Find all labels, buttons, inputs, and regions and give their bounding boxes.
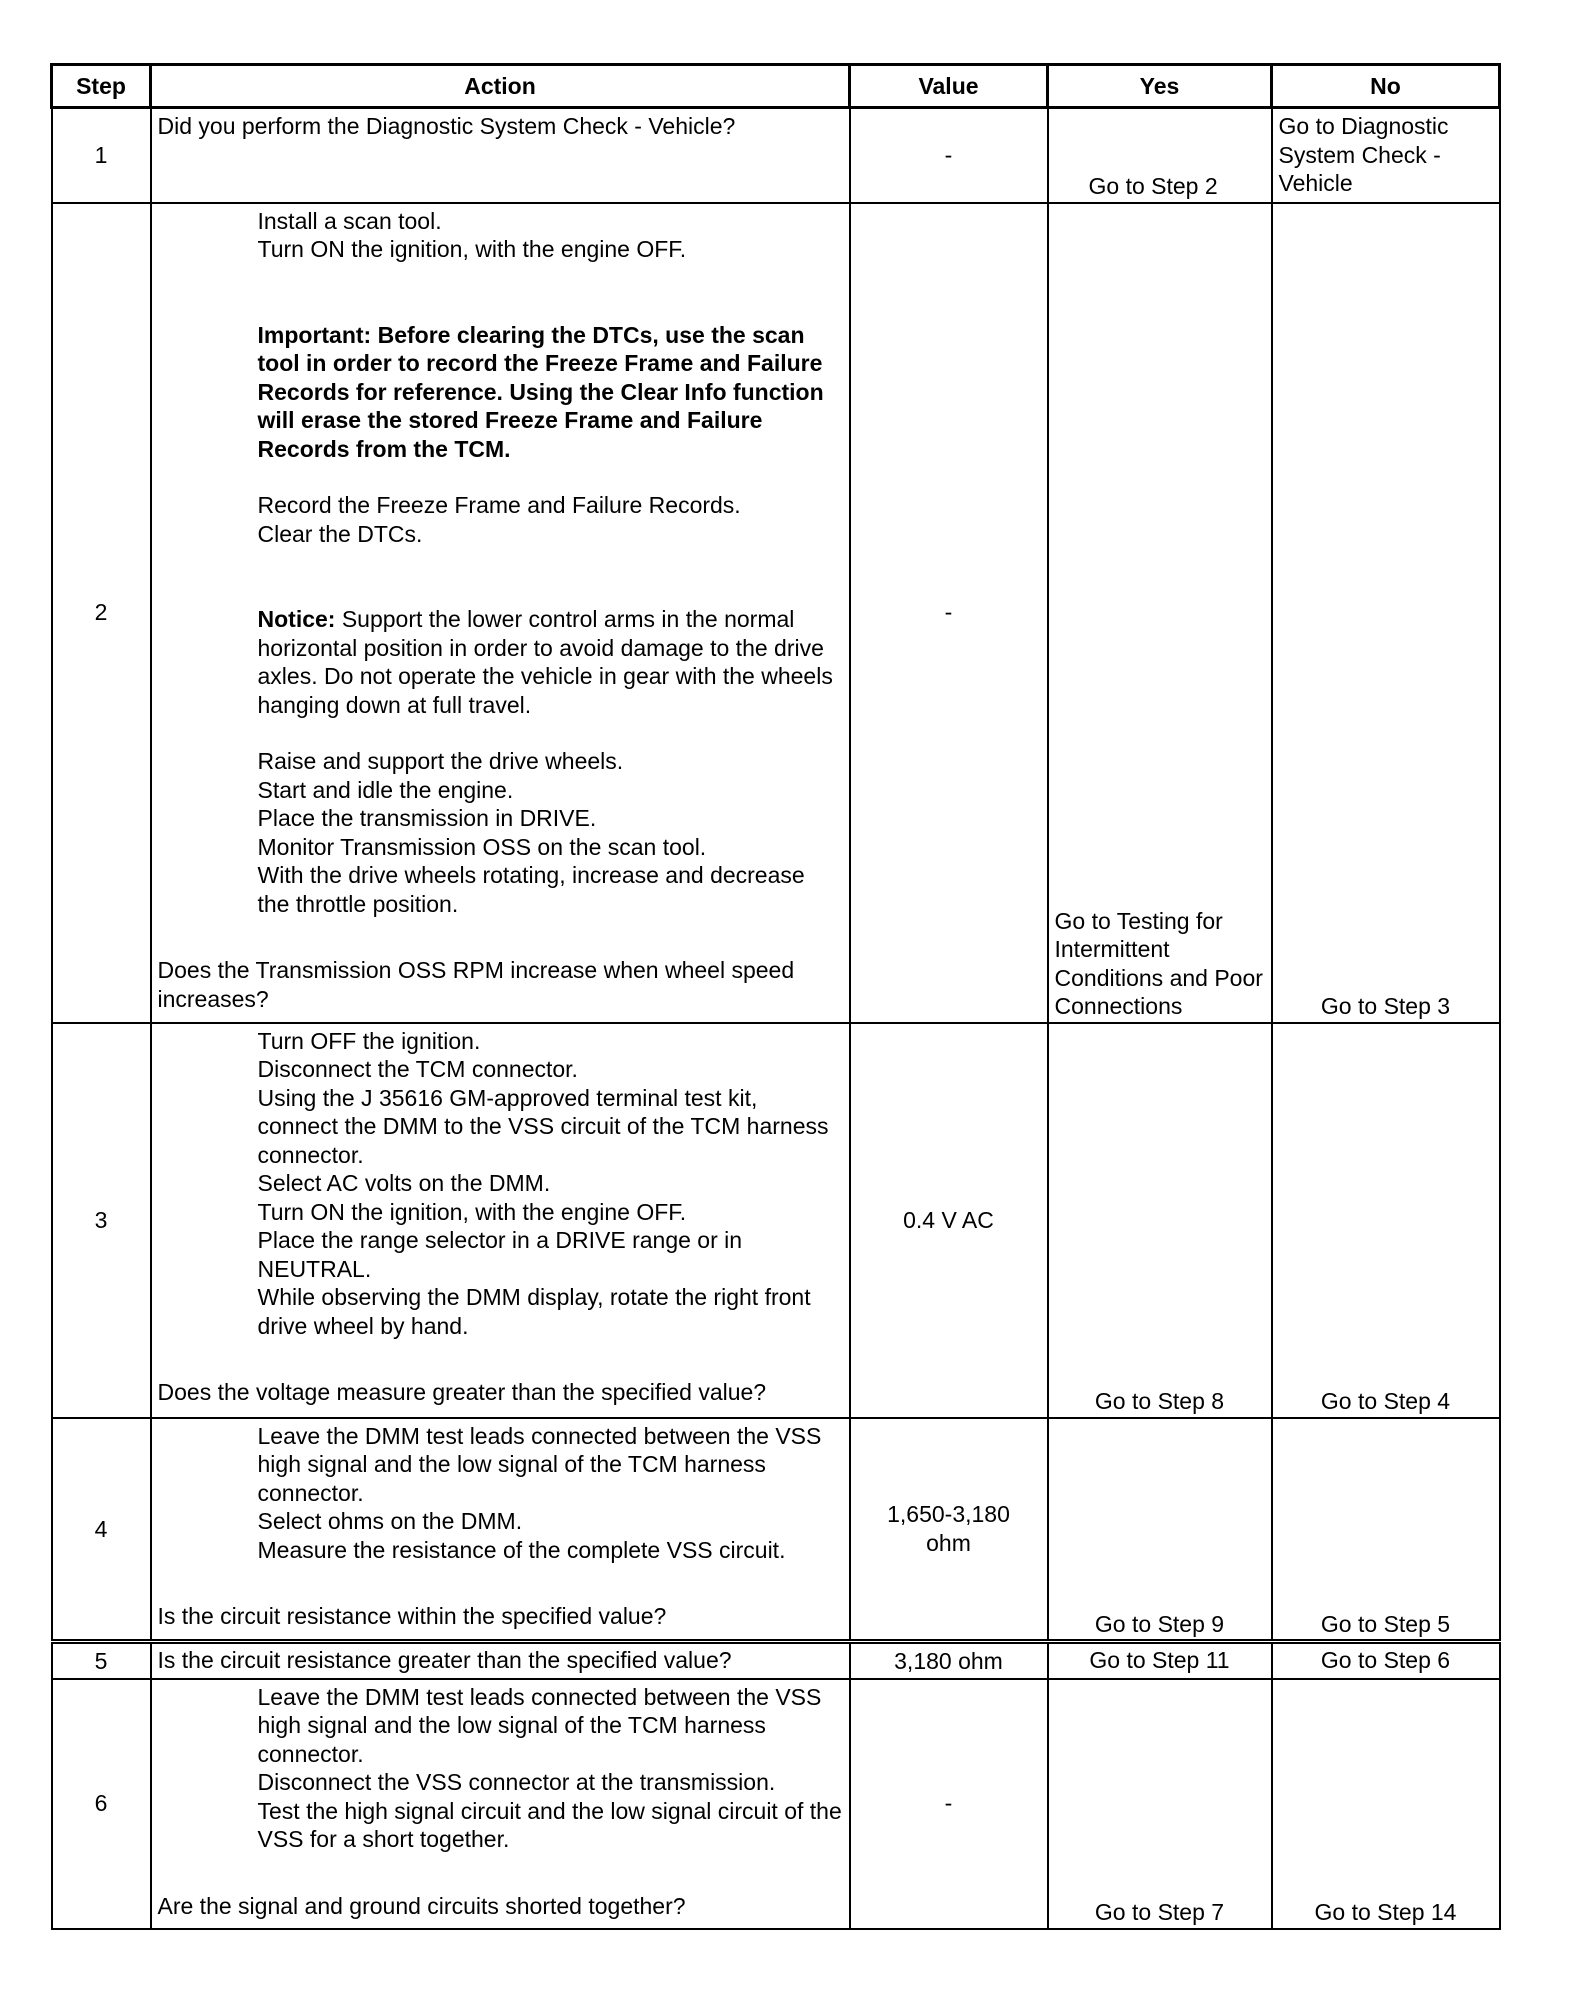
- action-instruction: Using the J 35616 GM-approved terminal test kit, connect the DMM to the VSS circuit of the TCM harness connector.: [257, 1084, 829, 1168]
- action-question: Is the circuit resistance within the specified value?: [157, 1603, 667, 1629]
- step-number: 1: [52, 108, 151, 203]
- step-number: 4: [52, 1418, 151, 1642]
- action-instruction: Install a scan tool.: [257, 207, 442, 234]
- value-cell: 1,650-3,180 ohm: [850, 1418, 1048, 1642]
- no-link[interactable]: Go to Step 5: [1320, 1610, 1451, 1637]
- yes-cell: [1048, 203, 1272, 1023]
- table-row-step-6: [52, 1679, 1500, 1929]
- notice-label: Notice:: [257, 606, 336, 632]
- no-link[interactable]: Go to Step 4: [1320, 1388, 1451, 1414]
- action-cell: [151, 1023, 850, 1418]
- no-cell: [1272, 203, 1500, 1023]
- action-instruction: Record the Freeze Frame and Failure Records.: [257, 492, 741, 518]
- no-cell: [1272, 1418, 1500, 1642]
- action-question: Does the voltage measure greater than the specified value?: [157, 1379, 767, 1405]
- value-cell: -: [850, 108, 1048, 203]
- action-instruction: Place the range selector in a DRIVE range or in NEUTRAL.: [257, 1227, 743, 1282]
- yes-link[interactable]: Go to Step 11: [1089, 1647, 1230, 1673]
- yes-cell: [1048, 1642, 1272, 1679]
- action-instruction: Test the high signal circuit and the low signal circuit of the VSS for a short together.: [257, 1797, 842, 1852]
- step-number: 5: [52, 1642, 151, 1679]
- yes-link[interactable]: Go to Step 7: [1094, 1899, 1225, 1925]
- action-cell: [151, 203, 850, 1023]
- action-cell: [151, 1679, 850, 1929]
- no-link[interactable]: Go to Step 3: [1320, 993, 1451, 1019]
- action-cell: [151, 1642, 850, 1679]
- header-yes: Yes: [1048, 65, 1272, 108]
- value-cell: -: [850, 203, 1048, 1023]
- action-instruction: Clear the DTCs.: [257, 520, 423, 547]
- action-instruction: Raise and support the drive wheels.: [257, 748, 624, 774]
- notice-note: [158, 605, 843, 719]
- action-instruction: Turn ON the ignition, with the engine OFF.: [257, 236, 687, 262]
- action-instruction: Place the transmission in DRIVE.: [257, 805, 597, 831]
- action-instruction: While observing the DMM display, rotate the right front drive wheel by hand.: [257, 1284, 811, 1339]
- value-cell: 0.4 V AC: [850, 1023, 1048, 1418]
- yes-link[interactable]: Go to Testing for Intermittent Conditions and Poor Connections: [1054, 907, 1263, 1019]
- action-instruction: Monitor Transmission OSS on the scan tool.: [257, 833, 707, 860]
- important-note: Important: Before clearing the DTCs, use the scan tool in order to record the Freeze Frame and Failure Records for reference. Using the Clear Info function will erase the stored Freeze Frame and Failure Records from the TCM.: [257, 321, 824, 462]
- value-cell: 3,180 ohm: [850, 1642, 1048, 1679]
- no-link[interactable]: Go to Step 14: [1314, 1899, 1457, 1925]
- yes-cell: [1048, 1679, 1272, 1929]
- action-instruction: Disconnect the TCM connector.: [257, 1056, 578, 1082]
- action-instruction: Select AC volts on the DMM.: [257, 1170, 551, 1196]
- table-row-step-2: [52, 203, 1500, 1023]
- yes-link[interactable]: Go to Step 9: [1094, 1610, 1225, 1637]
- notice-text: Support the lower control arms in the normal horizontal position in order to avoid damage to the drive axles. Do not operate the vehicle in gear with the wheels hanging down at full travel.: [257, 606, 833, 718]
- action-question: Are the signal and ground circuits shorted together?: [157, 1892, 686, 1919]
- table-row-step-4: [52, 1418, 1500, 1642]
- action-cell: [151, 1418, 850, 1642]
- action-instruction: Disconnect the VSS connector at the transmission.: [257, 1769, 776, 1795]
- no-link[interactable]: Go to Step 6: [1320, 1647, 1451, 1673]
- table-row-step-3: [52, 1023, 1500, 1418]
- yes-cell: [1048, 1023, 1272, 1418]
- step-number: 2: [52, 203, 151, 1023]
- header-no: No: [1272, 65, 1500, 108]
- table-row-step-1: [52, 108, 1500, 203]
- yes-cell: [1048, 1418, 1272, 1642]
- yes-link[interactable]: Go to Step 8: [1094, 1388, 1225, 1414]
- value-cell: -: [850, 1679, 1048, 1929]
- action-question: Is the circuit resistance greater than the specified value?: [157, 1647, 732, 1673]
- no-link[interactable]: Go to Diagnostic System Check - Vehicle: [1278, 113, 1449, 196]
- header-action: Action: [151, 65, 850, 108]
- no-cell: [1272, 1679, 1500, 1929]
- action-instruction: Select ohms on the DMM.: [257, 1508, 523, 1534]
- no-cell: [1272, 108, 1500, 203]
- no-cell: [1272, 1642, 1500, 1679]
- action-instruction: Turn ON the ignition, with the engine OFF.: [257, 1198, 687, 1225]
- header-value: Value: [850, 65, 1048, 108]
- yes-cell: [1048, 108, 1272, 203]
- yes-link[interactable]: Go to Step 2: [1088, 173, 1218, 199]
- action-question: Does the Transmission OSS RPM increase when wheel speed increases?: [157, 957, 795, 1012]
- action-cell: [151, 108, 850, 203]
- action-instruction: With the drive wheels rotating, increase and decrease the throttle position.: [257, 862, 805, 917]
- action-instruction: Leave the DMM test leads connected between the VSS high signal and the low signal of the TCM harness connector.: [257, 1422, 822, 1506]
- header-row: [52, 65, 1500, 108]
- diagnostic-table: [50, 63, 1501, 1930]
- header-step: Step: [52, 65, 151, 108]
- action-instruction: Leave the DMM test leads connected between the VSS high signal and the low signal of the TCM harness connector.: [257, 1683, 822, 1767]
- table-row-step-5: [52, 1642, 1500, 1679]
- action-question: Did you perform the Diagnostic System Check - Vehicle?: [157, 113, 736, 139]
- step-number: 6: [52, 1679, 151, 1929]
- action-instruction: Start and idle the engine.: [257, 776, 514, 803]
- action-instruction: Turn OFF the ignition.: [257, 1027, 481, 1054]
- no-cell: [1272, 1023, 1500, 1418]
- step-number: 3: [52, 1023, 151, 1418]
- action-instruction: Measure the resistance of the complete VSS circuit.: [257, 1536, 786, 1563]
